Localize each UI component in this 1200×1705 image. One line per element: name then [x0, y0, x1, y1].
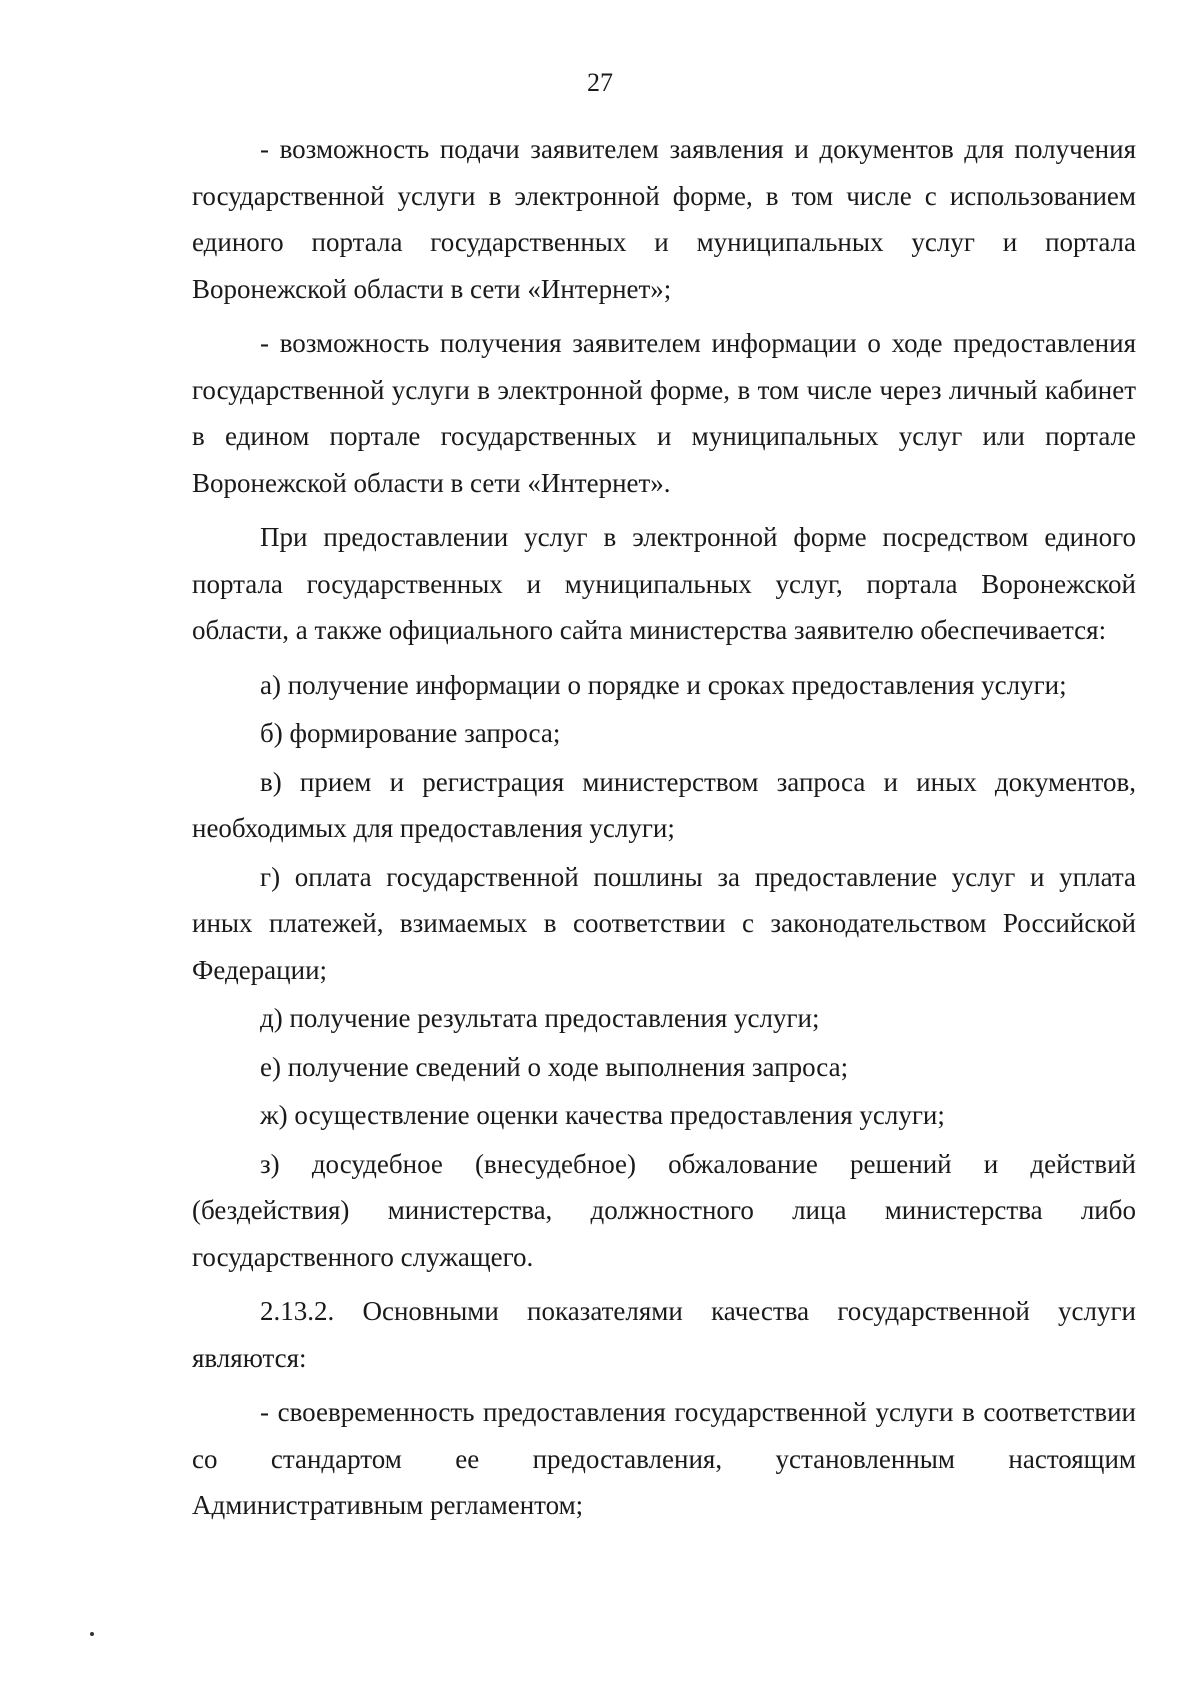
document-body: [192, 126, 1136, 1534]
list-item-g: г) оплата государственной пошлины за предоставление услуг и уплата иных платежей, взимаемых в соответствии с законодательством Российской Федерации;: [192, 861, 1136, 985]
page-number: 27: [587, 68, 613, 97]
scan-speck-mark: [90, 1632, 94, 1636]
list-item-zh: ж) осуществление оценки качества предоставления услуги;: [260, 1100, 945, 1130]
list-item-b: б) формирование запроса;: [260, 718, 561, 748]
list-item-v: в) прием и регистрация министерством запроса и иных документов, необходимых для предоставления услуги;: [192, 766, 1136, 843]
list-item-d: д) получение результата предоставления услуги;: [260, 1003, 820, 1033]
paragraph-electronic-submission: - возможность подачи заявителем заявления и документов для получения государственной услуги в электронной форме, в том числе с использованием единого портала государственных и муниципальных услуг и портала Воронежской области в сети «Интернет»;: [192, 134, 1136, 304]
paragraph-electronic-services-intro: При предоставлении услуг в электронной форме посредством единого портала государственных и муниципальных услуг, портала Воронежской области, а также официального сайта министерства заявителю обеспечивается:: [192, 522, 1136, 645]
paragraph-status-tracking: - возможность получения заявителем информации о ходе предоставления государственной услуги в электронной форме, в том числе через личный кабинет в едином портале государственных и муниципальных услуг или портале Воронежской области в сети «Интернет».: [192, 328, 1136, 498]
list-item-z: з) досудебное (внесудебное) обжалование решений и действий (бездействия) министерства, должностного лица министерства либо государственного служащего.: [192, 1148, 1136, 1272]
list-item-a: а) получение информации о порядке и сроках предоставления услуги;: [260, 669, 1067, 700]
paragraph-timeliness: - своевременность предоставления государственной услуги в соответствии со стандартом ее предоставления, установленным настоящим Административным регламентом;: [192, 1397, 1136, 1520]
paragraph-quality-indicators: 2.13.2. Основными показателями качества государственной услуги являются:: [192, 1296, 1136, 1373]
list-item-e: е) получение сведений о ходе выполнения запроса;: [260, 1051, 849, 1082]
